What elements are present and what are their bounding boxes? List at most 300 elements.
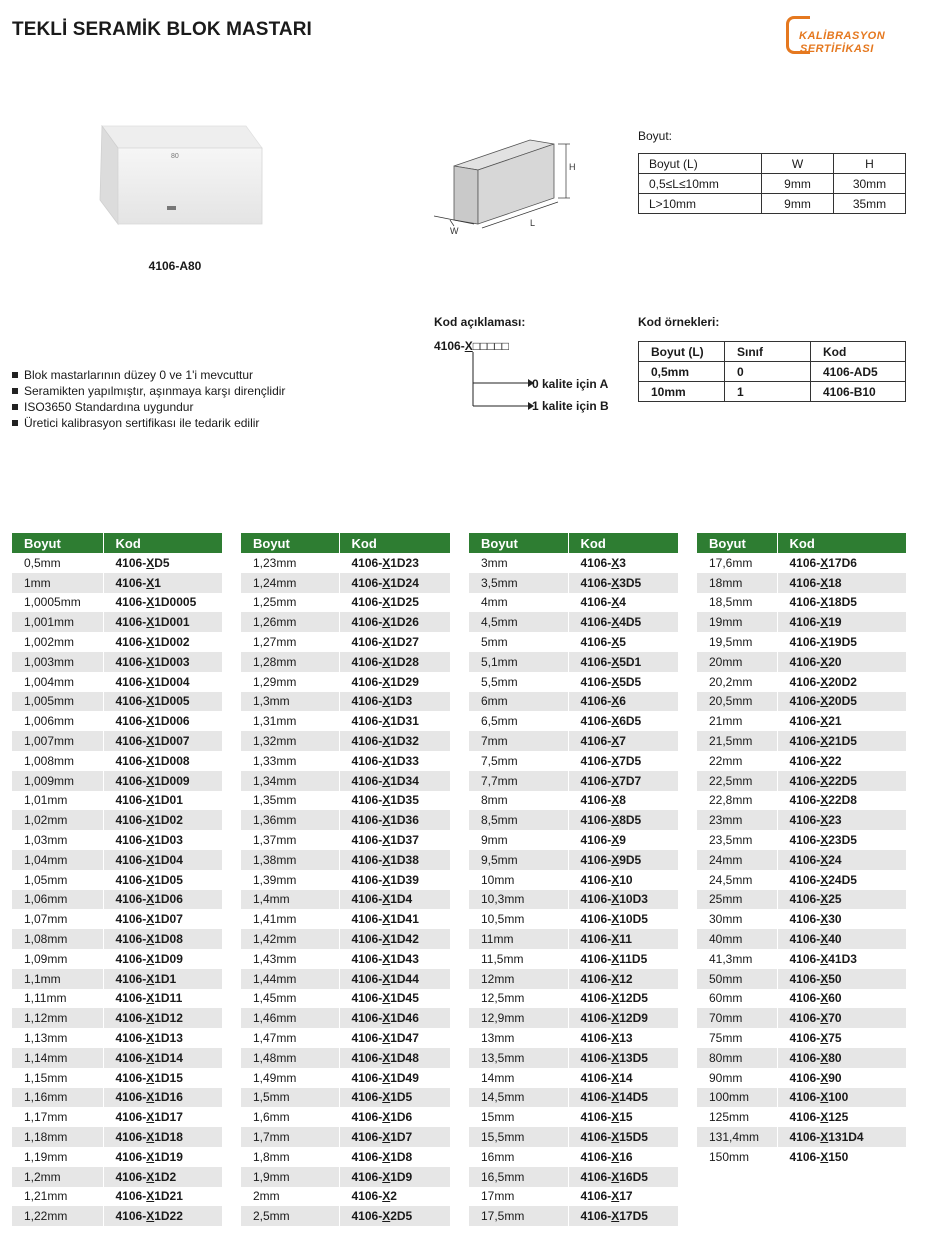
code-size-suffix: 1D01: [154, 793, 183, 808]
code-prefix: 4106-: [115, 1070, 147, 1085]
code-size-suffix: 1D14: [154, 1050, 183, 1065]
code-prefix: 4106-: [789, 773, 821, 788]
table-cell: 35mm: [834, 194, 906, 214]
code-size-suffix: 1D28: [390, 654, 419, 669]
code-cell: [568, 1048, 678, 1068]
code-size-suffix: 5: [619, 635, 626, 650]
table-row: [697, 553, 906, 573]
code-prefix: 4106-: [580, 575, 612, 590]
boyut-header: Boyut: [12, 533, 103, 553]
code-cell: [103, 1206, 222, 1226]
code-cell: [103, 593, 222, 613]
code-prefix: 4106-: [115, 1050, 147, 1065]
code-grade-placeholder: X: [382, 1011, 391, 1026]
grade-a-label: 0 kalite için A: [532, 377, 609, 391]
code-prefix: 4106-: [351, 912, 383, 927]
size-cell: 75mm: [697, 1028, 777, 1048]
code-cell: [568, 909, 678, 929]
code-prefix: 4106-: [351, 1209, 383, 1224]
table-row: [469, 989, 678, 1009]
code-size-suffix: 5D5: [619, 674, 642, 689]
table-row: [469, 1187, 678, 1207]
size-cell: 1,45mm: [241, 989, 339, 1009]
list-item: [12, 367, 285, 383]
code-grade-placeholder: X: [146, 1149, 155, 1164]
table-row: [697, 969, 906, 989]
code-size-suffix: 1D38: [390, 852, 419, 867]
code-prefix: 4106-: [351, 773, 383, 788]
table-row: [12, 1206, 222, 1226]
size-cell: 1,38mm: [241, 850, 339, 870]
table-row: [697, 632, 906, 652]
size-cell: 16,5mm: [469, 1167, 568, 1187]
table-row: [469, 1167, 678, 1187]
bullet-square-icon: [12, 420, 18, 426]
code-prefix: 4106-: [789, 595, 821, 610]
size-cell: 19mm: [697, 612, 777, 632]
code-prefix: 4106-: [580, 1011, 612, 1026]
code-grade-placeholder: X: [382, 654, 391, 669]
size-cell: 1,35mm: [241, 791, 339, 811]
code-prefix: 4106-: [580, 595, 612, 610]
size-cell: 1,008mm: [12, 751, 103, 771]
size-cell: 1,06mm: [12, 890, 103, 910]
code-size-suffix: 131D4: [828, 1130, 864, 1144]
table-header-row: [12, 533, 222, 553]
table-row: [697, 672, 906, 692]
code-grade-placeholder: X: [611, 912, 620, 927]
table-row: [12, 830, 222, 850]
code-grade-placeholder: X: [382, 951, 391, 966]
code-grade-placeholder: X: [146, 654, 155, 669]
size-cell: 1,08mm: [12, 929, 103, 949]
table-row: [241, 692, 450, 712]
code-cell: [339, 830, 450, 850]
code-grade-placeholder: X: [146, 734, 155, 749]
table-row: [241, 850, 450, 870]
size-cell: 20mm: [697, 652, 777, 672]
code-prefix: 4106-: [351, 575, 383, 590]
size-cell: 24,5mm: [697, 870, 777, 890]
code-cell: [103, 890, 222, 910]
size-cell: 11mm: [469, 929, 568, 949]
size-cell: 1,21mm: [12, 1187, 103, 1207]
code-cell: [339, 989, 450, 1009]
code-cell: [568, 1127, 678, 1147]
table-row: [639, 154, 906, 174]
code-size-suffix: 2D5: [390, 1209, 413, 1224]
code-size-suffix: 1D1: [154, 971, 177, 986]
code-grade-placeholder: X: [820, 635, 829, 650]
code-cell: [777, 969, 906, 989]
code-size-suffix: 1D9: [390, 1169, 413, 1184]
size-cell: 9mm: [469, 830, 568, 850]
code-grade-placeholder: X: [820, 654, 829, 669]
code-prefix: 4106-: [789, 1149, 821, 1164]
size-cell: 10,3mm: [469, 890, 568, 910]
code-cell: [777, 711, 906, 731]
code-cell: [103, 1048, 222, 1068]
table-row: [12, 1008, 222, 1028]
size-cell: 1,02mm: [12, 810, 103, 830]
code-grade-placeholder: X: [146, 595, 155, 610]
table-row: [697, 830, 906, 850]
code-prefix: 4106-: [580, 971, 612, 986]
code-size-suffix: 1D24: [390, 575, 419, 590]
code-grade-placeholder: X: [146, 1050, 155, 1065]
feature-text: Seramikten yapılmıştır, aşınmaya karşı dirençlidir: [24, 384, 286, 398]
code-prefix: 4106-: [789, 793, 821, 808]
code-cell: [103, 1107, 222, 1127]
table-cell: 0,5≤L≤10mm: [639, 174, 762, 194]
code-size-suffix: 1D13: [154, 1031, 183, 1046]
size-cell: 1,2mm: [12, 1167, 103, 1187]
code-cell: [777, 1008, 906, 1028]
code-cell: [103, 711, 222, 731]
code-grade-placeholder: X: [611, 813, 620, 828]
size-cell: 12,9mm: [469, 1008, 568, 1028]
code-prefix: 4106-: [580, 734, 612, 749]
table-row: [697, 751, 906, 771]
code-cell: [339, 731, 450, 751]
code-prefix: 4106-: [789, 615, 821, 630]
code-prefix: 4106-: [580, 833, 612, 848]
code-grade-placeholder: X: [146, 555, 155, 570]
code-grade-placeholder: X: [146, 1070, 155, 1085]
table-row: [469, 1107, 678, 1127]
code-size-suffix: 1D25: [390, 595, 419, 610]
code-cell: [568, 830, 678, 850]
size-cell: 1,3mm: [241, 692, 339, 712]
size-cell: 1,01mm: [12, 791, 103, 811]
code-prefix: 4106-: [115, 753, 147, 768]
feature-text: ISO3650 Standardına uygundur: [24, 400, 194, 414]
code-cell: [777, 810, 906, 830]
code-size-suffix: 1D007: [154, 734, 190, 749]
code-grade-placeholder: X: [146, 714, 155, 729]
code-size-suffix: 17D6: [828, 555, 857, 570]
code-size-suffix: D5: [154, 555, 170, 570]
code-size-suffix: 50: [828, 971, 842, 986]
code-prefix: 4106-: [580, 615, 612, 630]
code-cell: [568, 711, 678, 731]
code-cell: [777, 652, 906, 672]
code-grade-placeholder: X: [382, 734, 391, 749]
boyut-header: Boyut: [469, 533, 568, 553]
code-cell: [568, 1028, 678, 1048]
code-prefix: 4106-: [115, 773, 147, 788]
size-cell: 41,3mm: [697, 949, 777, 969]
size-cell: 1,1mm: [12, 969, 103, 989]
kod-header: Kod: [777, 533, 906, 553]
code-size-suffix: 1D33: [390, 753, 419, 768]
code-grade-placeholder: X: [146, 872, 155, 887]
code-prefix: 4106-: [351, 555, 383, 570]
code-size-suffix: 1D2: [154, 1169, 177, 1184]
code-grade-placeholder: X: [382, 635, 391, 650]
code-grade-placeholder: X: [820, 892, 829, 907]
kod-header: Kod: [339, 533, 450, 553]
code-size-boxes: □□□□□: [472, 339, 509, 353]
table-row: [697, 1068, 906, 1088]
code-cell: [339, 1088, 450, 1108]
code-grade-placeholder: X: [382, 932, 391, 947]
table-row: [12, 1068, 222, 1088]
code-cell: [777, 830, 906, 850]
table-row: [697, 810, 906, 830]
table-row: [12, 593, 222, 613]
code-size-suffix: 14D5: [619, 1090, 648, 1105]
code-prefix: 4106-: [115, 1090, 147, 1105]
table-row: [469, 909, 678, 929]
code-grade-placeholder: X: [146, 575, 155, 590]
table-row: [697, 711, 906, 731]
code-prefix: 4106-: [580, 654, 612, 669]
table-row: [241, 1127, 450, 1147]
code-grade-placeholder: X: [146, 912, 155, 927]
size-cell: 1,04mm: [12, 850, 103, 870]
code-prefix: 4106-: [580, 1209, 612, 1224]
code-cell: [339, 1127, 450, 1147]
code-prefix: 4106-: [789, 575, 821, 590]
size-cell: 22,5mm: [697, 771, 777, 791]
code-cell: [568, 1206, 678, 1226]
code-cell: [777, 949, 906, 969]
code-size-suffix: 1D27: [390, 635, 419, 650]
code-grade-placeholder: X: [611, 1110, 620, 1125]
code-cell: [777, 1147, 906, 1167]
size-cell: 23,5mm: [697, 830, 777, 850]
table-row: [697, 731, 906, 751]
code-size-suffix: 1D21: [154, 1189, 183, 1204]
size-cell: 131,4mm: [697, 1127, 777, 1147]
size-cell: 125mm: [697, 1107, 777, 1127]
code-grade-placeholder: X: [820, 793, 829, 808]
code-grade-placeholder: X: [820, 833, 829, 848]
code-cell: [339, 1147, 450, 1167]
size-cell: 1,003mm: [12, 652, 103, 672]
logo-line-2: SERTİFİKASI: [800, 43, 874, 55]
table-row: [12, 1028, 222, 1048]
code-cell: [103, 909, 222, 929]
table-row: [12, 890, 222, 910]
code-size-suffix: 11D5: [619, 951, 648, 966]
code-grade-placeholder: X: [146, 1209, 155, 1224]
code-grade-placeholder: X: [611, 1090, 620, 1105]
code-grade-placeholder: X: [611, 635, 620, 650]
code-prefix: 4106-: [115, 1169, 147, 1184]
code-prefix: 4106-: [351, 714, 383, 729]
code-cell: [568, 1107, 678, 1127]
code-cell: [339, 1206, 450, 1226]
code-size-suffix: 3: [619, 555, 626, 570]
code-prefix: 4106-: [115, 575, 147, 590]
code-cell: [568, 672, 678, 692]
code-prefix: 4106-: [580, 1149, 612, 1164]
size-cell: 17,5mm: [469, 1206, 568, 1226]
table-row: [241, 929, 450, 949]
size-cell: 5,1mm: [469, 652, 568, 672]
table-row: [697, 1127, 906, 1147]
code-size-suffix: 2: [390, 1189, 397, 1204]
code-size-suffix: 1D37: [390, 833, 419, 848]
size-cell: 70mm: [697, 1008, 777, 1028]
code-grade-placeholder: X: [146, 1110, 155, 1125]
code-cell: [103, 1167, 222, 1187]
size-cell: 14mm: [469, 1068, 568, 1088]
table-cell: 9mm: [762, 174, 834, 194]
code-prefix: 4106-: [351, 1169, 383, 1184]
code-cell: [777, 1088, 906, 1108]
code-prefix: 4106-: [115, 932, 147, 947]
size-cell: 1,13mm: [12, 1028, 103, 1048]
size-cell: 10mm: [469, 870, 568, 890]
list-item: [12, 415, 285, 431]
code-size-suffix: 1D31: [390, 714, 419, 729]
table-row: [241, 949, 450, 969]
feature-list: [12, 367, 285, 431]
code-grade-placeholder: X: [611, 595, 620, 610]
code-size-suffix: 150: [828, 1149, 849, 1164]
code-size-suffix: 1D39: [390, 872, 419, 887]
size-cell: 1,11mm: [12, 989, 103, 1009]
code-grade-placeholder: X: [820, 595, 829, 610]
size-cell: 90mm: [697, 1068, 777, 1088]
size-cell: 3mm: [469, 553, 568, 573]
code-cell: [568, 692, 678, 712]
code-cell: [568, 573, 678, 593]
code-grade-placeholder: X: [611, 575, 620, 590]
code-size-suffix: 10: [619, 872, 633, 887]
table-row: [241, 1147, 450, 1167]
code-size-suffix: 21: [828, 714, 842, 729]
code-size-suffix: 1D19: [154, 1149, 183, 1164]
code-size-suffix: 1D07: [154, 912, 183, 927]
code-size-suffix: 1D09: [154, 951, 183, 966]
code-prefix: 4106-: [351, 1011, 383, 1026]
size-cell: 1,004mm: [12, 672, 103, 692]
bullet-square-icon: [12, 388, 18, 394]
code-grade-placeholder: X: [820, 694, 829, 709]
dim-w-label: W: [450, 226, 459, 236]
code-size-suffix: 9: [619, 833, 626, 848]
code-grade-placeholder: X: [611, 654, 620, 669]
code-size-suffix: 80: [828, 1050, 842, 1065]
code-size-suffix: 22D5: [828, 773, 857, 788]
code-cell: [568, 1088, 678, 1108]
code-prefix: 4106-: [580, 793, 612, 808]
table-row: [469, 751, 678, 771]
code-grade-placeholder: X: [611, 555, 620, 570]
size-cell: 22mm: [697, 751, 777, 771]
code-size-suffix: 1D18: [154, 1130, 183, 1144]
code-cell: [777, 929, 906, 949]
code-cell: [103, 1008, 222, 1028]
code-prefix: 4106-: [351, 951, 383, 966]
code-cell: [777, 751, 906, 771]
code-size-suffix: 1D003: [154, 654, 190, 669]
size-cell: 1,44mm: [241, 969, 339, 989]
code-prefix: 4106-: [580, 892, 612, 907]
size-cell: 80mm: [697, 1048, 777, 1068]
code-prefix: 4106-: [115, 971, 147, 986]
code-grade-placeholder: X: [611, 694, 620, 709]
table-row: [469, 573, 678, 593]
code-size-suffix: 24: [828, 852, 842, 867]
code-size-suffix: 1D0005: [154, 595, 197, 610]
code-cell: [777, 632, 906, 652]
table-row: [12, 791, 222, 811]
code-prefix: 4106-: [789, 654, 821, 669]
table-row: [697, 1028, 906, 1048]
table-row: [697, 692, 906, 712]
code-prefix: 4106-: [789, 991, 821, 1006]
table-row: [241, 870, 450, 890]
code-grade-placeholder: X: [611, 971, 620, 986]
code-grade-placeholder: X: [382, 1209, 391, 1224]
code-grade-placeholder: X: [820, 1110, 829, 1125]
code-grade-placeholder: X: [382, 1050, 391, 1065]
code-grade-placeholder: X: [146, 753, 155, 768]
table-row: [469, 652, 678, 672]
code-cell: [339, 850, 450, 870]
code-prefix: 4106-: [580, 872, 612, 887]
size-cell: 1,7mm: [241, 1127, 339, 1147]
code-prefix: 4106-: [580, 694, 612, 709]
table-row: [241, 969, 450, 989]
table-row: [469, 791, 678, 811]
table-row: [241, 989, 450, 1009]
code-size-suffix: 8D5: [619, 813, 642, 828]
code-cell: [103, 573, 222, 593]
code-size-suffix: 1D6: [390, 1110, 413, 1125]
table-row: [697, 612, 906, 632]
table-row: [469, 929, 678, 949]
table-row: [241, 711, 450, 731]
table-row: [241, 1187, 450, 1207]
code-grade-placeholder: X: [611, 734, 620, 749]
size-cell: 1,34mm: [241, 771, 339, 791]
code-prefix: 4106-: [115, 912, 147, 927]
table-header-row: [697, 533, 906, 553]
code-grade-placeholder: X: [820, 991, 829, 1006]
size-cell: 1,43mm: [241, 949, 339, 969]
table-row: [241, 810, 450, 830]
size-cell: 12,5mm: [469, 989, 568, 1009]
code-grade-placeholder: X: [611, 793, 620, 808]
table-row: [469, 593, 678, 613]
size-cell: 1,09mm: [12, 949, 103, 969]
code-cell: [777, 850, 906, 870]
code-cell: [568, 731, 678, 751]
code-size-suffix: 1D08: [154, 932, 183, 947]
size-cell: 25mm: [697, 890, 777, 910]
code-size-suffix: 1D4: [390, 892, 413, 907]
size-table-1: [12, 533, 222, 1226]
table-header-row: [469, 533, 678, 553]
code-prefix: 4106-: [115, 1130, 147, 1144]
code-cell: [339, 652, 450, 672]
code-cell: [568, 1068, 678, 1088]
code-grade-placeholder: X: [382, 971, 391, 986]
code-explanation-label: Kod açıklaması:: [434, 315, 526, 329]
code-cell: [777, 573, 906, 593]
code-cell: [568, 593, 678, 613]
table-row: [469, 612, 678, 632]
table-row: [241, 573, 450, 593]
code-cell: [568, 652, 678, 672]
code-grade-placeholder: X: [382, 1110, 391, 1125]
